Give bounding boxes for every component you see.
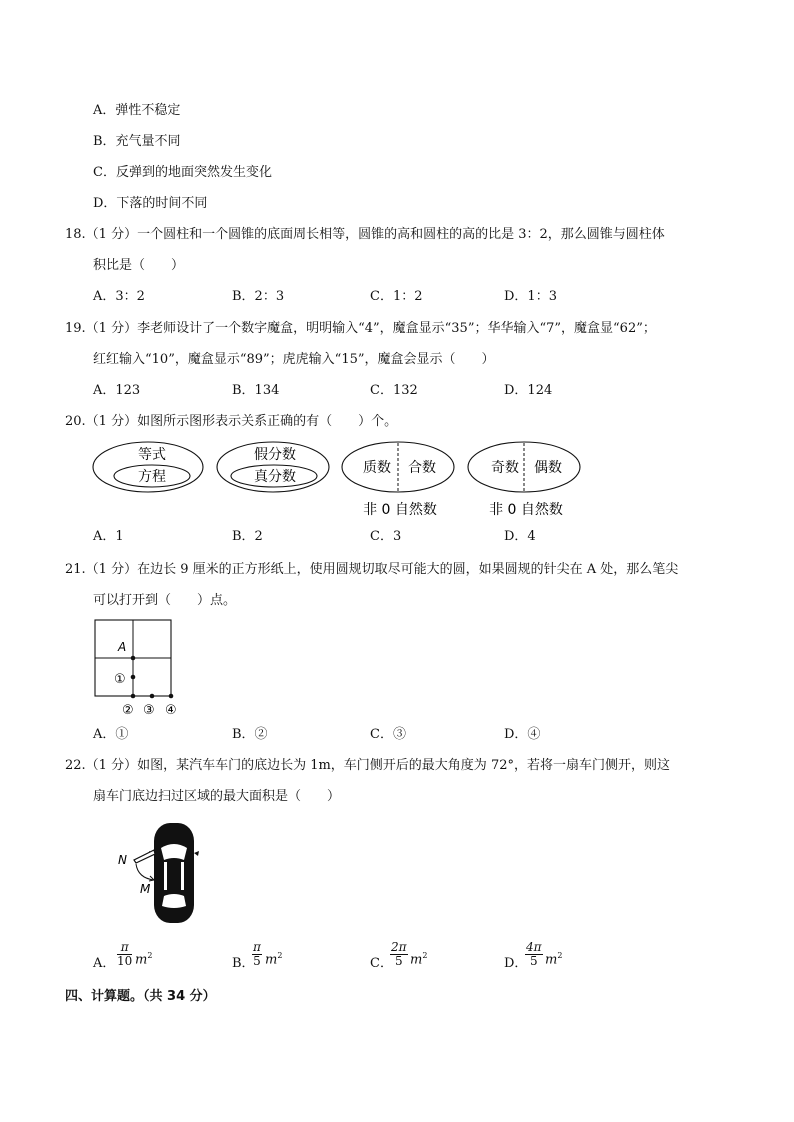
inner-label: 方程	[138, 469, 166, 485]
q21-square-figure	[90, 616, 190, 720]
venn-parity-diagram	[468, 442, 580, 518]
unit: $m^2$	[410, 951, 428, 968]
label-2: ②	[122, 703, 134, 718]
car-mirror-right	[194, 851, 199, 856]
caption: 非 0 自然数	[363, 502, 437, 518]
q21-option-c: C．③	[370, 727, 406, 742]
q18-option-a: A．3：2	[93, 289, 145, 304]
q20-option-d: D．4	[504, 529, 536, 544]
denominator: 10	[117, 954, 133, 968]
point-4	[169, 694, 174, 699]
q19-option-d: D．124	[504, 383, 553, 398]
q18-option-b: B．2：3	[232, 289, 285, 304]
denominator: 5	[529, 954, 538, 968]
label-4: ④	[165, 703, 177, 718]
numerator: 4π	[526, 940, 542, 954]
denominator: 5	[394, 954, 403, 968]
q18-stem-line2: 积比是（ ）	[93, 258, 185, 273]
q20-option-a: A．1	[93, 529, 124, 544]
q21-stem-line1: 21.（1 分）在边长 9 厘米的正方形纸上，使用圆规切取尽可能大的圆，如果圆规的针尖在 A 处，那么笔尖	[65, 562, 679, 577]
q19-option-c: C．132	[370, 383, 418, 398]
fraction	[252, 941, 262, 968]
sweep-arrow	[149, 876, 154, 881]
q19-option-a: A．123	[93, 383, 141, 398]
option-letter: B．	[232, 956, 255, 971]
numerator: π	[253, 940, 261, 954]
q20-option-c: C．3	[370, 529, 402, 544]
point-2	[131, 694, 136, 699]
label-3: ③	[143, 703, 155, 718]
point-1	[131, 675, 136, 680]
q22-stem-line2: 扇车门底边扫过区域的最大面积是（ ）	[93, 789, 341, 804]
fraction	[525, 941, 543, 968]
caption: 非 0 自然数	[489, 502, 563, 518]
car-side-window-left	[164, 862, 167, 890]
q20-option-b: B．2	[232, 529, 263, 544]
q18-option-c: C．1：2	[370, 289, 423, 304]
q19-stem-line1: 19.（1 分）李老师设计了一个数字魔盒，明明输入“4”，魔盒显示“35”；华华输入“7”，魔盒显“62”；	[65, 321, 656, 336]
q21-option-d: D．④	[504, 727, 541, 742]
label-1: ①	[114, 672, 126, 687]
fraction	[390, 941, 408, 968]
q17-option-a: A．弹性不稳定	[93, 103, 181, 118]
right-label: 合数	[408, 460, 436, 476]
car-rear-window	[162, 894, 186, 908]
venn-prime-diagram	[342, 442, 454, 518]
q19-stem-line2: 红红输入“10”，魔盒显示“89”；虎虎输入“15”，魔盒会显示（ ）	[93, 352, 495, 367]
unit: $m^2$	[545, 951, 563, 968]
venn-fraction-diagram	[217, 442, 329, 492]
car-windshield	[161, 844, 187, 860]
section-heading: 四、计算题。（共 34 分）	[65, 989, 216, 1004]
fraction	[117, 941, 132, 968]
label-a: A	[118, 640, 127, 654]
q22-stem-line1: 22.（1 分）如图，某汽车车门的底边长为 1m，车门侧开后的最大角度为 72°，若将一扇车门侧开，则这	[65, 758, 670, 773]
numerator: 2π	[391, 940, 407, 954]
left-label: 质数	[363, 460, 391, 476]
label-n: N	[118, 853, 127, 867]
unit: $m^2$	[135, 951, 153, 968]
outer-label: 假分数	[254, 447, 296, 463]
q21-stem-line2: 可以打开到（ ）点。	[93, 593, 237, 608]
venn-equation-diagram	[93, 442, 203, 492]
car-side-window-right	[181, 862, 184, 890]
q18-stem-line1: 18.（1 分）一个圆柱和一个圆锥的底面周长相等，圆锥的高和圆柱的高的比是 3：2，那么圆锥与圆柱体	[65, 227, 665, 242]
denominator: 5	[253, 954, 261, 968]
left-label: 奇数	[491, 460, 519, 476]
option-letter: D．	[504, 956, 528, 971]
open-door	[134, 850, 155, 863]
q18-option-d: D．1：3	[504, 289, 557, 304]
option-letter: C．	[370, 956, 393, 971]
q22-car-figure	[112, 818, 212, 928]
outer-label: 等式	[138, 447, 166, 463]
q21-option-a: A．①	[93, 727, 129, 742]
q17-option-c: C．反弹到的地面突然发生变化	[93, 165, 272, 180]
q20-stem: 20.（1 分）如图所示图形表示关系正确的有（ ）个。	[65, 414, 398, 429]
unit: $m^2$	[265, 951, 283, 968]
right-label: 偶数	[534, 460, 562, 476]
label-m: M	[140, 882, 151, 896]
q19-option-b: B．134	[232, 383, 280, 398]
point-3	[150, 694, 155, 699]
point-a	[131, 656, 136, 661]
option-letter: A．	[93, 956, 116, 971]
q17-option-b: B．充气量不同	[93, 134, 181, 149]
inner-label: 真分数	[254, 469, 296, 485]
numerator: π	[117, 941, 132, 955]
q20-venn-diagrams	[90, 440, 590, 522]
q17-option-d: D．下落的时间不同	[93, 196, 208, 211]
q21-option-b: B．②	[232, 727, 268, 742]
